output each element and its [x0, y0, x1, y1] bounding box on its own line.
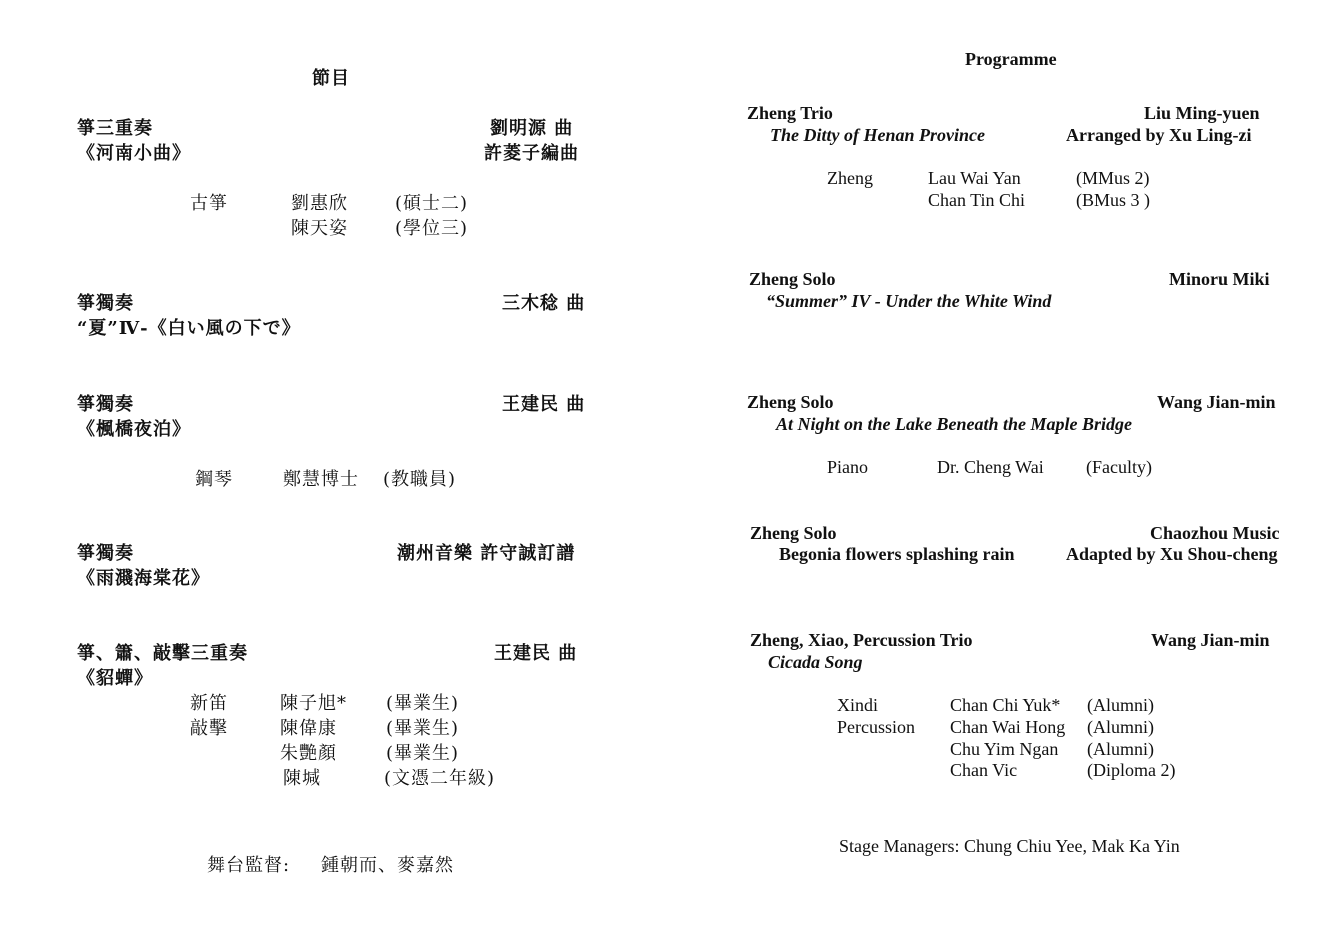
zh-p2-piece: “夏”Ⅳ-《白い風の下で》 [77, 318, 301, 339]
zh-p5-player: 陳子旭* [280, 693, 347, 714]
en-p1-composer: Liu Ming-yuen [1144, 103, 1260, 123]
zh-stage-label: 舞台監督: [207, 855, 291, 876]
zh-p5-piece: 《貂蟬》 [77, 668, 153, 689]
zh-p1-player-note: (學位三) [395, 218, 469, 239]
en-p3-genre: Zheng Solo [747, 392, 834, 412]
zh-p2-composer: 三木稔 曲 [502, 293, 586, 314]
zh-p5-composer: 王建民 曲 [494, 643, 578, 664]
zh-p1-arranger: 許菱子編曲 [484, 143, 579, 164]
en-p3-player-note: (Faculty) [1086, 457, 1152, 477]
zh-p1-player: 劉惠欣 [291, 193, 348, 214]
zh-p5-player-note: (畢業生) [386, 693, 460, 714]
zh-p1-piece: 《河南小曲》 [77, 143, 191, 164]
en-p1-piece: The Ditty of Henan Province [770, 125, 985, 145]
zh-p3-player-note: (教職員) [383, 469, 457, 490]
zh-p5-genre: 箏、簫、敲擊三重奏 [77, 643, 248, 664]
en-p4-genre: Zheng Solo [750, 523, 837, 543]
en-p2-piece: “Summer” IV - Under the White Wind [766, 291, 1052, 311]
en-p5-composer: Wang Jian-min [1151, 630, 1270, 650]
en-p5-player: Chan Wai Hong [950, 717, 1066, 737]
zh-p5-player-note: (文憑二年級) [384, 768, 496, 789]
zh-p4-genre: 箏獨奏 [77, 543, 134, 564]
zh-p5-player: 陳堿 [283, 768, 321, 789]
zh-p3-instrument: 鋼琴 [195, 469, 233, 490]
zh-p3-player: 鄭慧博士 [283, 469, 359, 490]
zh-p1-composer: 劉明源 曲 [490, 118, 574, 139]
zh-p1-instrument: 古箏 [190, 193, 228, 214]
en-p5-player: Chan Vic [950, 760, 1018, 780]
zh-p1-player-note: (碩士二) [395, 193, 469, 214]
en-p5-genre: Zheng, Xiao, Percussion Trio [750, 630, 973, 650]
zh-p3-composer: 王建民 曲 [502, 394, 586, 415]
en-p4-piece: Begonia flowers splashing rain [779, 544, 1015, 564]
en-p5-player-note: (Diploma 2) [1087, 760, 1176, 780]
zh-p1-genre: 箏三重奏 [77, 118, 153, 139]
en-p2-composer: Minoru Miki [1169, 269, 1270, 289]
en-p1-instrument: Zheng [827, 168, 873, 188]
zh-p1-player: 陳天姿 [291, 218, 348, 239]
zh-p3-piece: 《楓橋夜泊》 [77, 419, 191, 440]
en-p1-player: Chan Tin Chi [928, 190, 1026, 210]
zh-stage-names: 鍾朝而、麥嘉然 [321, 855, 454, 876]
zh-p4-composer: 潮州音樂 許守誠訂譜 [397, 543, 576, 564]
zh-p5-player-note: (畢業生) [386, 743, 460, 764]
en-p4-composer: Chaozhou Music [1150, 523, 1280, 543]
en-stage-managers: Stage Managers: Chung Chiu Yee, Mak Ka Yin [839, 836, 1180, 856]
en-p5-player: Chan Chi Yuk* [950, 695, 1061, 715]
zh-p5-player-note: (畢業生) [386, 718, 460, 739]
en-p5-player-note: (Alumni) [1087, 695, 1154, 715]
zh-title: 節目 [312, 68, 350, 89]
en-p5-instrument: Percussion [837, 717, 915, 737]
en-p3-instrument: Piano [827, 457, 869, 477]
en-p1-genre: Zheng Trio [747, 103, 833, 123]
en-p3-composer: Wang Jian-min [1157, 392, 1276, 412]
en-p1-player-note: (BMus 3 ) [1076, 190, 1151, 210]
zh-p2-genre: 箏獨奏 [77, 293, 134, 314]
en-p5-instrument: Xindi [837, 695, 879, 715]
en-p1-player: Lau Wai Yan [928, 168, 1021, 188]
en-p5-piece: Cicada Song [768, 652, 863, 672]
en-p2-genre: Zheng Solo [749, 269, 836, 289]
en-p4-arranger: Adapted by Xu Shou-cheng [1066, 544, 1278, 564]
zh-p3-genre: 箏獨奏 [77, 394, 134, 415]
zh-p5-instrument: 敲擊 [190, 718, 228, 739]
zh-p5-instrument: 新笛 [190, 693, 228, 714]
en-title: Programme [965, 49, 1057, 69]
en-p3-piece: At Night on the Lake Beneath the Maple Bridge [776, 414, 1133, 434]
zh-p4-piece: 《雨濺海棠花》 [77, 568, 210, 589]
en-p1-player-note: (MMus 2) [1076, 168, 1150, 188]
en-p3-player: Dr. Cheng Wai [937, 457, 1044, 477]
en-p5-player-note: (Alumni) [1087, 739, 1154, 759]
en-p5-player-note: (Alumni) [1087, 717, 1154, 737]
zh-p5-player: 朱艷顏 [280, 743, 337, 764]
zh-p5-player: 陳偉康 [280, 718, 337, 739]
en-p1-arranger: Arranged by Xu Ling-zi [1066, 125, 1252, 145]
en-p5-player: Chu Yim Ngan [950, 739, 1059, 759]
